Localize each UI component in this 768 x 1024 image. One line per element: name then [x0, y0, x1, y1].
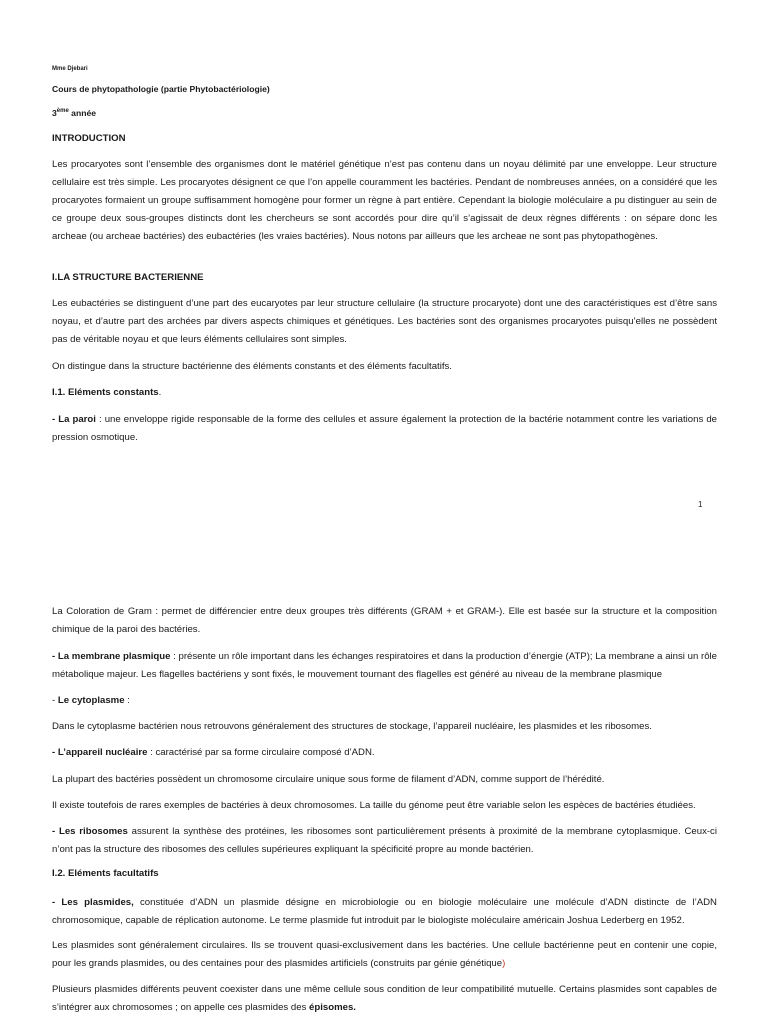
heading-structure: I.LA STRUCTURE BACTERIENNE: [52, 272, 204, 283]
year-text: année: [68, 108, 97, 118]
term-episomes: épisomes.: [309, 1002, 356, 1013]
text-plasmides: constituée d’ADN un plasmide désigne en microbiologie ou en biologie moléculaire une molécule d’ADN distincte de l’ADN chromosomique, capable de réplication autonome. Le terme plasmide fut introduit par le biologiste moléculaire américain Joshua Lederberg en 1952.: [52, 897, 717, 926]
paragraph-plasmides: [52, 894, 717, 930]
label-paroi: - La paroi: [52, 414, 96, 425]
text-membrane: : présente un rôle important dans les échanges respiratoires et dans la production d’énergie (ATP); La membrane a ainsi un rôle métabolique majeur. Les flagelles bactériens y sont fixés, le mouvement tournant des flagelles est généré au niveau de la membrane plasmique: [52, 651, 717, 680]
paragraph-rare: Il existe toutefois de rares exemples de bactéries à deux chromosomes. La taille du génome peut être variable selon les espèces de bactéries étudiées.: [52, 800, 696, 811]
label-ribosomes: - Les ribosomes: [52, 826, 128, 837]
heading-constants: [52, 384, 717, 402]
heading-constants-text: I.1. Eléments constants: [52, 387, 159, 398]
page-number: 1: [698, 500, 703, 509]
paragraph-ribosomes: [52, 823, 717, 859]
paragraph-cytoplasme-title: [52, 692, 717, 710]
paragraph-membrane: [52, 648, 717, 684]
text-ribosomes: assurent la synthèse des protéines, les ribosomes sont particulièrement présents à proximité de la membrane cytoplasmique. Ceux-ci n’ont pas la structure des ribosomes des cellules supérieures expliquant la spécificité propre au monde bactérien.: [52, 826, 717, 855]
text-paroi: : une enveloppe rigide responsable de la forme des cellules et assure également la protection de la bactérie notamment contre les variations de pression osmotique.: [52, 414, 717, 443]
text-coexist: Plusieurs plasmides différents peuvent coexister dans une même cellule sous condition de leur compatibilité mutuelle. Certains plasmides sont capables de s’intégrer aux chromosomes ; on appelle ces plasmides des: [52, 984, 717, 1013]
text-cytoplasme: :: [124, 695, 130, 706]
year-line: [52, 108, 717, 118]
text-appareil: : caractérisé par sa forme circulaire composé d’ADN.: [147, 747, 375, 758]
label-appareil: - L’appareil nucléaire: [52, 747, 148, 758]
heading-introduction: INTRODUCTION: [52, 133, 126, 144]
red-parenthesis: ): [502, 958, 506, 969]
year-superscript: ème: [56, 108, 69, 115]
label-membrane: - La membrane plasmique: [52, 651, 171, 662]
paragraph-cytoplasme: Dans le cytoplasme bactérien nous retrouvons généralement des structures de stockage, l’appareil nucléaire, les plasmides et les ribosomes.: [52, 721, 652, 732]
text-plasmides-circulaires: Les plasmides sont généralement circulaires. Ils se trouvent quasi-exclusivement dans les bactéries. Une cellule bactérienne peut en contenir une copie, pour les grands plasmides, ou des centaines pour des plasmides artificiels (construits par génie génétique: [52, 940, 717, 969]
prefix-cytoplasme: -: [52, 695, 58, 706]
course-title: Cours de phytopathologie (partie Phytobactériologie): [52, 84, 270, 94]
author-name: Mme Djebari: [52, 66, 88, 72]
heading-constants-suffix: .: [158, 387, 162, 398]
paragraph-chromosome: La plupart des bactéries possèdent un chromosome circulaire unique sous forme de filament d’ADN, comme support de l’hérédité.: [52, 774, 605, 785]
paragraph-introduction: Les procaryotes sont l’ensemble des organismes dont le matériel génétique n’est pas contenu dans un noyau délimité par une enveloppe. Leur structure cellulaire est très simple. Les procaryotes désignent ce que l’on appelle couramment les bactéries. Pendant de nombreuses années, on a considéré que les procaryotes formaient un groupe suffisamment homogène pour former un règne à part entière. Cependant la biologie moléculaire a pu distinguer au sein de ce groupe deux sous-groupes distincts dont les chercheurs se sont accordés pour dire qu’il s’agissait de deux règnes différents : on sépare donc les archeae (ou archeae bactéries) des eubactéries (les vraies bactéries). Nous notons par ailleurs que les archeae ne sont pas phytopathogènes.: [52, 159, 717, 242]
year-number: 3: [52, 108, 57, 118]
paragraph-appareil: [52, 744, 717, 762]
paragraph-gram: La Coloration de Gram : permet de différencier entre deux groupes très différents (GRAM + et GRAM-). Elle est basée sur la structure et la composition chimique de la paroi des bactéries.: [52, 606, 717, 635]
paragraph-plasmides-circulaires: [52, 937, 717, 973]
label-plasmides: - Les plasmides,: [52, 897, 134, 908]
paragraph-structure: Les eubactéries se distinguent d’une part des eucaryotes par leur structure cellulaire (la structure procaryote) dont une des caractéristiques est d’être sans noyau, et d’autre part des archées par divers aspects chimiques et génétiques. Les bactéries sont des organismes procaryotes puisqu’elles ne possèdent pas de véritable noyau et que leurs éléments cellulaires sont simples.: [52, 298, 717, 345]
heading-facultatifs: I.2. Eléments facultatifs: [52, 868, 159, 879]
label-cytoplasme: Le cytoplasme: [57, 695, 125, 706]
paragraph-coexist: [52, 981, 717, 1017]
paragraph-paroi: [52, 411, 717, 447]
paragraph-distinction: On distingue dans la structure bactérienne des éléments constants et des éléments facultatifs.: [52, 361, 452, 372]
